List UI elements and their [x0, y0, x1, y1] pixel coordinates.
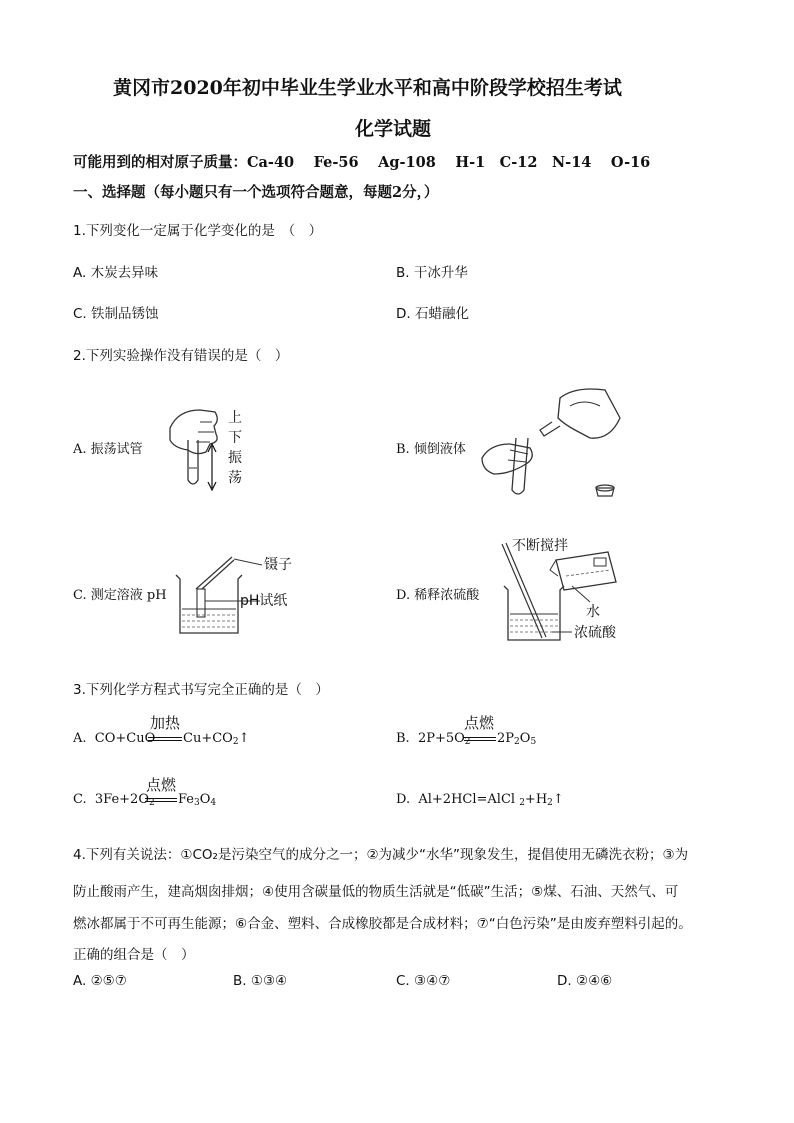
q4-option-c[interactable]: C. ③④⑦: [396, 973, 451, 989]
question-4-line-1: 4.下列有关说法：①CO₂是污染空气的成分之一；②为减少“水华”现象发生，提倡使用无磷洗衣粉；③为: [73, 847, 689, 863]
fig-d-acid-label: 浓硫酸: [574, 625, 616, 641]
q3-a-products: $Cu+CO_2↑$: [183, 731, 250, 747]
q3-a-condition: 加热: [149, 714, 180, 732]
q1-option-b[interactable]: B. 干冰升华: [396, 265, 468, 281]
exam-subtitle: 化学试题: [355, 118, 432, 140]
q2-option-a[interactable]: A. 振荡试管: [73, 442, 143, 457]
fig-c-tweezers-label: 镊子: [264, 557, 292, 573]
q3-option-c[interactable]: C. $3Fe+2O_2$: [73, 792, 155, 808]
section-heading: 一、选择题（每小题只有一个选项符合题意，每题2分，）: [73, 184, 439, 201]
fig-c-paper-label: pH试纸: [240, 593, 288, 609]
fig-d-stir-label: 不断搅拌: [512, 538, 568, 554]
q1-option-d[interactable]: D. 石蜡融化: [396, 306, 469, 322]
q3-option-d[interactable]: D. Al+2HCl=AlCl $_2+H_2↑$: [396, 792, 564, 808]
q1-option-c[interactable]: C. 铁制品锈蚀: [73, 306, 159, 322]
fig-d-water-label: 水: [586, 604, 600, 620]
q4-option-d[interactable]: D. ②④⑥: [557, 973, 613, 989]
q1-option-a[interactable]: A. 木炭去异味: [73, 265, 159, 281]
q2-option-d[interactable]: D. 稀释浓硫酸: [396, 588, 480, 603]
q3-a-equals: [148, 737, 182, 741]
question-4-line-4: 正确的组合是（ ）: [73, 947, 195, 963]
exam-title: 黄冈市2020年初中毕业生学业水平和高中阶段学校招生考试: [113, 77, 622, 99]
fig-a-label-4: 荡: [228, 470, 242, 486]
q3-c-condition: 点燃: [145, 776, 176, 794]
question-4-line-2: 防止酸雨产生，建高烟囱排烟；④使用含碳量低的物质生活就是“低碳”生活；⑤煤、石油、天然气、可: [73, 884, 679, 900]
pour-liquid-figure: [480, 378, 630, 503]
question-3-stem: 3.下列化学方程式书写完全正确的是（ ）: [73, 682, 329, 698]
q3-c-equals: [145, 798, 177, 802]
q3-b-products: $2P_2O_5$: [497, 731, 537, 747]
q3-b-equals: [464, 737, 496, 741]
q2-option-c[interactable]: C. 测定溶液 pH: [73, 588, 167, 603]
fig-a-label-1: 上: [228, 410, 242, 426]
dilute-acid-figure: [498, 536, 658, 648]
q3-option-a[interactable]: A. CO+CuO: [73, 731, 156, 746]
q3-c-products: $Fe_3O_4$: [178, 792, 217, 808]
fig-a-label-3: 振: [228, 450, 242, 466]
question-2-stem: 2.下列实验操作没有错误的是（ ）: [73, 348, 289, 364]
q4-option-b[interactable]: B. ①③④: [233, 973, 288, 989]
q3-option-b[interactable]: B. $2P+5O_2$: [396, 731, 471, 747]
shake-test-tube-figure: [160, 400, 260, 495]
q2-option-b[interactable]: B. 倾倒液体: [396, 442, 466, 457]
question-1-stem: 1.下列变化一定属于化学变化的是 （ ）: [73, 223, 323, 239]
atomic-masses: 可能用到的相对原子质量：Ca-40 Fe-56 Ag-108 H-1 C-12 N-14 O-16: [73, 154, 651, 171]
q3-b-condition: 点燃: [463, 714, 494, 732]
fig-a-label-2: 下: [228, 430, 242, 446]
measure-ph-figure: [172, 545, 332, 640]
q4-option-a[interactable]: A. ②⑤⑦: [73, 973, 127, 989]
question-4-line-3: 燃冰都属于不可再生能源；⑥合金、塑料、合成橡胶都是合成材料；⑦“白色污染”是由废弃塑料引起的。: [73, 916, 692, 932]
